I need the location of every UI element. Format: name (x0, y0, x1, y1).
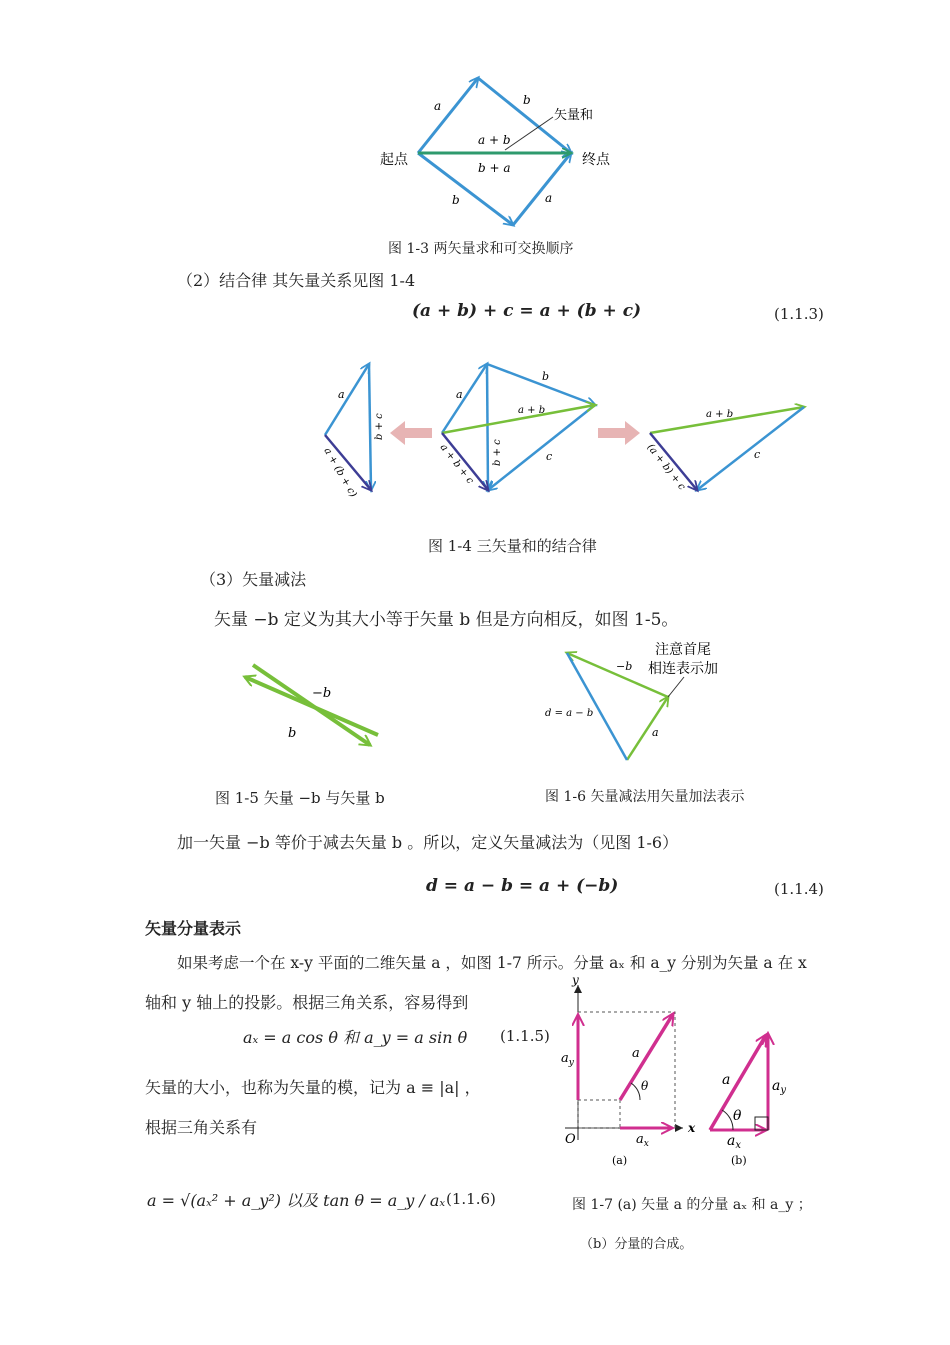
fig14-mid-a: a (456, 388, 463, 401)
note-pointer (668, 677, 684, 697)
components-heading: 矢量分量表示 (145, 919, 242, 938)
figure-1-7-caption-2: （b）分量的合成。 (580, 1237, 693, 1252)
fig14-right-ab: a + b (706, 409, 734, 420)
fig14-mid-ab: a + b (518, 405, 546, 416)
fig14-mid-abc: a + b + c (437, 442, 476, 487)
fig17-ax-b-sub: x (735, 1140, 741, 1151)
fig17-a-label: a (632, 1046, 640, 1061)
eqnum-1-1-3: (1.1.3) (774, 305, 824, 323)
section-2-title: （2）结合律 其矢量关系见图 1-4 (177, 271, 416, 290)
fig16-neg-b: −b (616, 660, 633, 673)
fig17-theta-a: θ (641, 1079, 649, 1093)
fig14-left-abc: a + (b + c) (321, 446, 359, 500)
fig17-ay-a-sub: y (568, 1058, 574, 1068)
fig15-b: b (288, 726, 297, 741)
fig17-theta-b: θ (733, 1108, 742, 1124)
eqnum-1-1-5: (1.1.5) (500, 1027, 550, 1045)
fig14-right-c: c (754, 448, 761, 461)
figure-1-7 (555, 970, 805, 1170)
fig17-x: x (688, 1121, 696, 1135)
label-a-top: a (434, 99, 442, 113)
section-3-title: （3）矢量减法 (200, 570, 307, 589)
components-line-3: 矢量的大小，也称为矢量的模，记为 a ≡ |a| ， (145, 1078, 481, 1097)
theta-arc-b (722, 1110, 733, 1130)
vector-a-top (418, 78, 478, 153)
figure-1-6-caption: 图 1-6 矢量减法用矢量加法表示 (545, 789, 745, 805)
fig17-ax-a: a (636, 1132, 644, 1147)
label-b-bottom: b (452, 193, 460, 207)
label-a-plus-b: a + b (478, 133, 511, 147)
label-sum: 矢量和 (554, 108, 594, 123)
label-b-plus-a: b + a (478, 161, 511, 175)
svg-text:ax (636, 1132, 649, 1149)
fig14-mid-c: c (546, 450, 553, 463)
components-line-2: 轴和 y 轴上的投影。根据三角关系，容易得到 (145, 993, 469, 1012)
label-start: 起点 (380, 152, 408, 168)
vector-a-bottom (513, 153, 571, 225)
fig17-label-b: (b) (731, 1154, 747, 1167)
figure-1-4-caption: 图 1-4 三矢量和的结合律 (428, 537, 597, 555)
components-line-1: 如果考虑一个在 x-y 平面的二维矢量 a ，如图 1-7 所示。分量 aₓ 和 a_y 分别为矢量 a 在 x (177, 954, 807, 972)
fig17-ay-b: a (772, 1078, 781, 1094)
figure-1-5-caption: 图 1-5 矢量 −b 与矢量 b (215, 789, 385, 807)
vector-b (253, 665, 370, 745)
fig17-ay-a: a (561, 1051, 569, 1066)
fig17-ay-b-sub: y (780, 1085, 787, 1096)
svg-text:ay (561, 1051, 575, 1068)
fig14-mid-bc: b + c (492, 439, 503, 466)
section-3-line: 矢量 −b 定义为其大小等于矢量 b 但是方向相反，如图 1-5。 (214, 610, 679, 630)
theta-arc-a (631, 1083, 640, 1100)
fig17-label-a: (a) (612, 1154, 628, 1167)
label-a-bottom: a (545, 191, 553, 205)
fig17-ax-b: a (727, 1133, 736, 1149)
pink-arrow-right (598, 421, 640, 445)
figure-1-7-caption-1: 图 1-7 (a) 矢量 a 的分量 aₓ 和 a_y ； (572, 1197, 812, 1213)
fig14-left-bc: b + c (374, 413, 385, 440)
components-line-4: 根据三角关系有 (145, 1118, 258, 1137)
svg-text:ay (772, 1078, 786, 1096)
fig16-note-1: 注意首尾 (655, 642, 711, 658)
figure-1-4 (310, 355, 810, 500)
fig17-O: O (565, 1132, 576, 1147)
equation-1-1-3: (a + b) + c = a + (b + c) (412, 301, 642, 321)
fig17-a-label-b: a (722, 1072, 731, 1088)
subtraction-line: 加一矢量 −b 等价于减去矢量 b 。所以，定义矢量减法为（见图 1-6） (177, 833, 679, 852)
figure-1-6 (540, 635, 740, 770)
equation-1-1-6: a = √(aₓ² + a_y²) 以及 tan θ = a_y / aₓ (147, 1191, 446, 1210)
fig16-d: d = a − b (545, 708, 594, 719)
fig15-neg-b: −b (312, 686, 332, 701)
vector-a-fig16 (627, 697, 668, 760)
eqnum-1-1-6: (1.1.6) (446, 1190, 496, 1208)
label-b-top: b (523, 93, 531, 107)
equation-1-1-4: d = a − b = a + (−b) (426, 876, 619, 896)
svg-text:ax (727, 1133, 741, 1151)
fig14-mid-b: b (542, 370, 550, 383)
fig16-note-2: 相连表示加 (648, 661, 718, 677)
fig17-y: y (572, 973, 579, 987)
figure-1-5 (235, 655, 385, 755)
figure-1-3 (370, 70, 620, 235)
figure-1-3-caption: 图 1-3 两矢量求和可交换顺序 (388, 241, 574, 257)
pink-arrow-left (390, 421, 432, 445)
fig14-right-abc: (a + b) + c (644, 442, 688, 493)
fig14-left-a: a (338, 388, 345, 401)
fig16-a: a (652, 726, 659, 739)
eqnum-1-1-4: (1.1.4) (774, 880, 824, 898)
fig17-ax-a-sub: x (643, 1139, 649, 1149)
equation-1-1-5: aₓ = a cos θ 和 a_y = a sin θ (243, 1028, 468, 1047)
label-end: 终点 (582, 152, 610, 168)
